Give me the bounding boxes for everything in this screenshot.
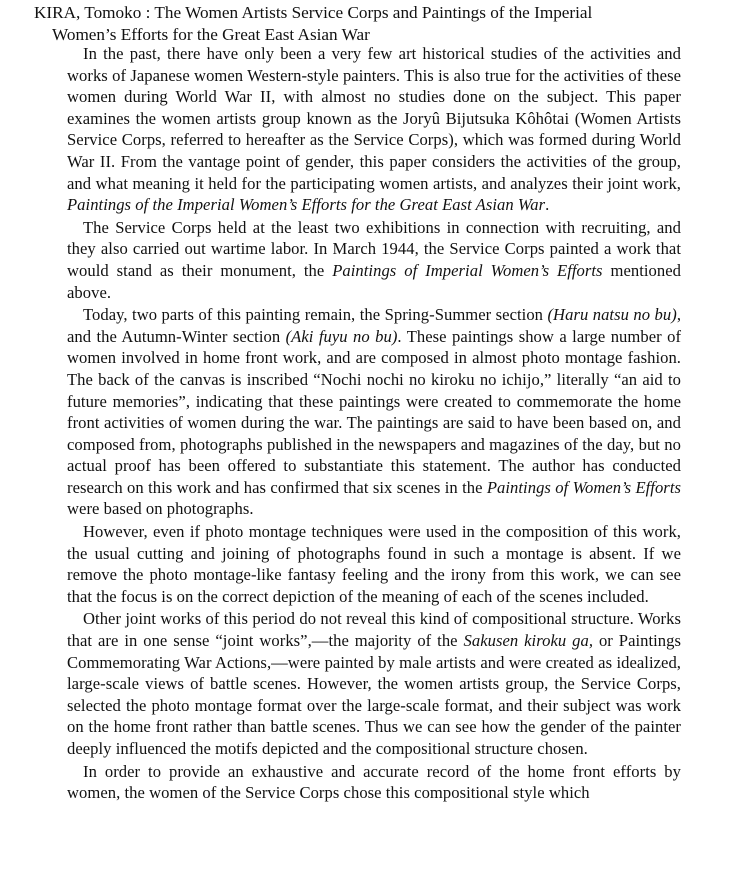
article-heading [34,2,734,45]
paragraph-text: were based on photographs. [67,499,254,519]
paragraph-text: or Paintings Commemorating War Actions,—were painted by male artists and were created as idealized, large-scale views of battle scenes. However, the women artists group, the Service Corps, selected the photo montage format over the large-scale format, and their subject was work on the home front rather than battle scenes. Thus we can see how the gender of the painter deeply influenced the motifs depicted and the compositional structure chosen. [67,631,682,758]
italic-title-text: Paintings of the Imperial Women’s Efforts for the Great East Asian War [67,195,546,215]
paragraph-1 [67,43,681,216]
paragraph-text: In the past, there have only been a very few art historical studies of the activities and works of Japanese women Western-style painters. This is also true for the activities of these women during World War II, with almost no studies done on the subject. This paper examines the women artists group known as the Joryû Bijutsuka Kôhôtai (Women Artists Service Corps, referred to hereafter as the Service Corps), which was formed during World War II. From the vantage point of gender, this paper considers the activities of the group, and what meaning it held for the participating women artists, and analyzes their joint work, [67,44,681,193]
paragraph-text: However, even if photo montage techniques were used in the composition of this work, the usual cutting and joining of photographs found in such a montage is absent. If we remove the photo montage-like fantasy feeling and the irony from this work, we can see that the focus is on the correct depiction of the meaning of each of the scenes included. [67,522,681,606]
paragraph-6 [67,761,681,804]
paragraph-4 [67,521,681,607]
paragraph-text: . [545,195,550,215]
paragraph-2 [67,217,681,303]
italic-title-text: (Haru natsu no bu) [547,305,677,325]
heading-line-title-continued: Women’s Efforts for the Great East Asian War [52,24,370,44]
paragraph-text: Today, two parts of this painting remain, the Spring-Summer section [83,305,548,325]
paragraph-5 [67,608,681,759]
italic-title-text: (Aki fuyu no bu) [285,326,398,346]
paragraph-text: In order to provide an exhaustive and accurate record of the home front efforts by women, the women of the Service Corps chose this compositional style which [67,761,681,803]
paragraph-text: mentioned above. [67,260,682,302]
italic-title-text: Sakusen kiroku ga, [463,631,594,651]
italic-title-text: Paintings of Women’s Efforts [486,477,681,497]
heading-line-author-title: KIRA, Tomoko : The Women Artists Service Corps and Paintings of the Imperial [34,3,593,22]
paragraph-text: , and the Autumn-Winter section [67,305,682,346]
abstract-body [67,43,681,804]
paragraph-text: The Service Corps held at the least two exhibitions in connection with recruiting, and they also carried out wartime labor. In March 1944, the Service Corps painted a work that would stand as their monument, the [67,217,681,280]
paragraph-3 [67,304,681,520]
italic-title-text: Paintings of Imperial Women’s Efforts [332,260,603,280]
paragraph-text: . These paintings show a large number of women involved in home front work, and are composed in almost photo montage fashion. The back of the canvas is inscribed “Nochi nochi no kiroku no ichijo,” literally “an aid to future memories”, indicating that these paintings were created to commemorate the home front activities of women during the war. The paintings are said to have been based on, and composed from, photographs published in the newspapers and magazines of the day, but no actual proof has been offered to substantiate this statement. The author has conducted research on this work and has confirmed that six scenes in the [67,326,682,497]
paragraph-text: Other joint works of this period do not reveal this kind of compositional structure. Works that are in one sense “joint works”,—the majority of the [67,609,681,651]
